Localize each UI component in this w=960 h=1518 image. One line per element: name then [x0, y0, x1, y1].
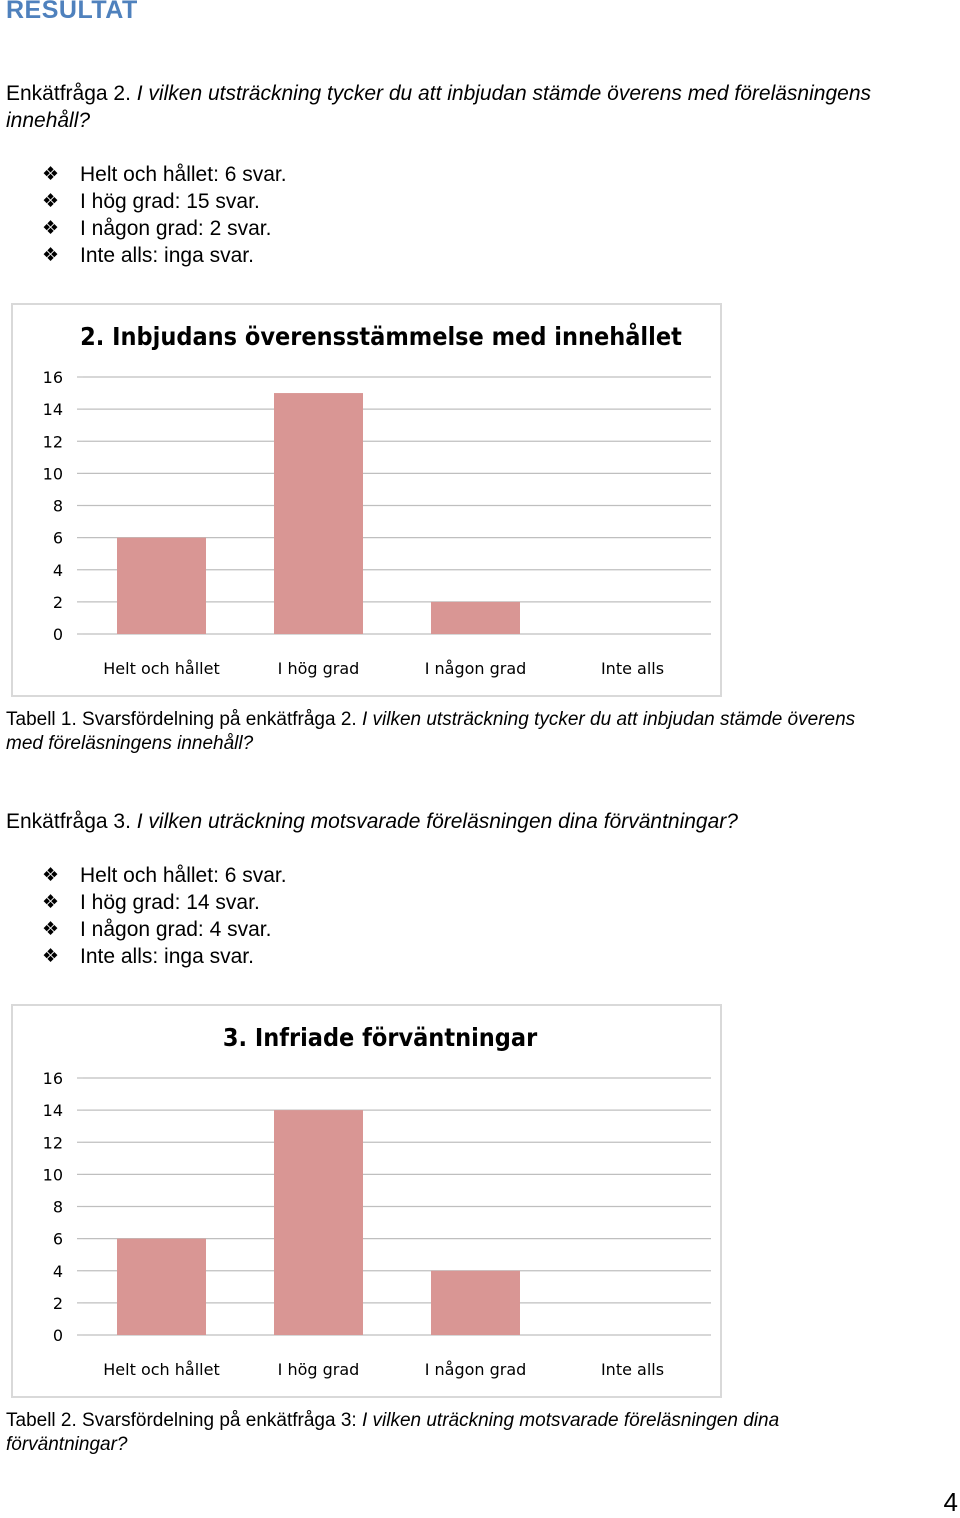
chart-title: 2. Inbjudans överensstämmelse med innehållet: [80, 322, 682, 351]
question-text: I vilken utsträckning tycker du att inbjudan stämde överens med föreläsningens innehåll?: [6, 82, 871, 132]
list-item: [42, 943, 287, 970]
y-tick-label: 0: [52, 1326, 63, 1345]
bar-chart-svg: [11, 303, 726, 701]
caption-label: Tabell 1. Svarsfördelning på enkätfråga 2.: [6, 709, 357, 730]
answer-list: [42, 161, 287, 269]
answer-text: I hög grad: 15 svar.: [80, 190, 260, 213]
y-tick-label: 16: [42, 368, 63, 387]
question-label: Enkätfråga 2.: [6, 82, 131, 105]
diamond-bullet-icon: ❖: [42, 217, 60, 239]
question-text: I vilken uträckning motsvarade föreläsningen dina förväntningar?: [136, 810, 738, 833]
y-tick-label: 4: [52, 1261, 63, 1281]
list-item: [42, 215, 287, 242]
answer-text: Helt och hållet: 6 svar.: [80, 864, 287, 887]
y-tick-label: 12: [42, 1133, 63, 1153]
x-category-label: I hög grad: [277, 659, 360, 678]
survey-question: [6, 808, 886, 835]
chart-title: 3. Infriade förväntningar: [222, 1023, 538, 1052]
y-tick-label: 4: [52, 560, 63, 580]
caption-text: I vilken uträckning motsvarade föreläsningen dina förväntningar?: [6, 1410, 780, 1455]
list-item: [42, 161, 287, 188]
bar: [117, 538, 206, 634]
table-caption: [6, 1409, 886, 1457]
diamond-bullet-icon: ❖: [42, 163, 60, 185]
table-caption: [6, 708, 886, 756]
answer-text: Inte alls: inga svar.: [80, 945, 254, 968]
answer-list: [42, 862, 287, 970]
bar: [117, 1239, 206, 1335]
y-tick-label: 6: [52, 528, 63, 548]
list-item: [42, 188, 287, 215]
bar-chart: [11, 1004, 722, 1398]
y-tick-label: 16: [42, 1069, 63, 1088]
bar-chart-svg: [11, 1004, 726, 1402]
question-label: Enkätfråga 3.: [6, 810, 131, 833]
page-heading: RESULTAT: [6, 0, 138, 24]
y-tick-label: 14: [42, 1101, 63, 1121]
diamond-bullet-icon: ❖: [42, 945, 60, 967]
x-category-label: Inte alls: [600, 1360, 665, 1379]
diamond-bullet-icon: ❖: [42, 244, 60, 266]
y-tick-label: 8: [52, 496, 63, 516]
list-item: [42, 242, 287, 269]
bar: [431, 602, 520, 634]
bar: [431, 1271, 520, 1335]
diamond-bullet-icon: ❖: [42, 864, 60, 886]
diamond-bullet-icon: ❖: [42, 891, 60, 913]
diamond-bullet-icon: ❖: [42, 918, 60, 940]
y-tick-label: 10: [42, 464, 63, 484]
caption-text: I vilken utsträckning tycker du att inbjudan stämde överens med föreläsningens innehåll?: [6, 709, 856, 754]
y-tick-label: 2: [52, 592, 63, 612]
x-category-label: I hög grad: [277, 1360, 360, 1379]
caption-label: Tabell 2. Svarsfördelning på enkätfråga 3:: [6, 1410, 357, 1431]
y-tick-label: 0: [52, 625, 63, 644]
answer-text: Helt och hållet: 6 svar.: [80, 163, 287, 186]
y-tick-label: 2: [52, 1293, 63, 1313]
list-item: [42, 889, 287, 916]
bar: [274, 393, 363, 634]
y-tick-label: 14: [42, 400, 63, 420]
answer-text: Inte alls: inga svar.: [80, 244, 254, 267]
bar-chart: [11, 303, 722, 697]
y-tick-label: 8: [52, 1197, 63, 1217]
list-item: [42, 916, 287, 943]
x-category-label: I någon grad: [424, 1360, 527, 1379]
y-tick-label: 12: [42, 432, 63, 452]
answer-text: I någon grad: 4 svar.: [80, 918, 272, 941]
y-tick-label: 6: [52, 1229, 63, 1249]
y-tick-label: 10: [42, 1165, 63, 1185]
x-category-label: Helt och hållet: [103, 659, 220, 678]
x-category-label: Helt och hållet: [103, 1360, 220, 1379]
x-category-label: Inte alls: [600, 659, 665, 678]
survey-question: [6, 80, 886, 134]
bar: [274, 1110, 363, 1335]
page-number: 4: [943, 1487, 958, 1517]
list-item: [42, 862, 287, 889]
answer-text: I någon grad: 2 svar.: [80, 217, 272, 240]
diamond-bullet-icon: ❖: [42, 190, 60, 212]
answer-text: I hög grad: 14 svar.: [80, 891, 260, 914]
x-category-label: I någon grad: [424, 659, 527, 678]
